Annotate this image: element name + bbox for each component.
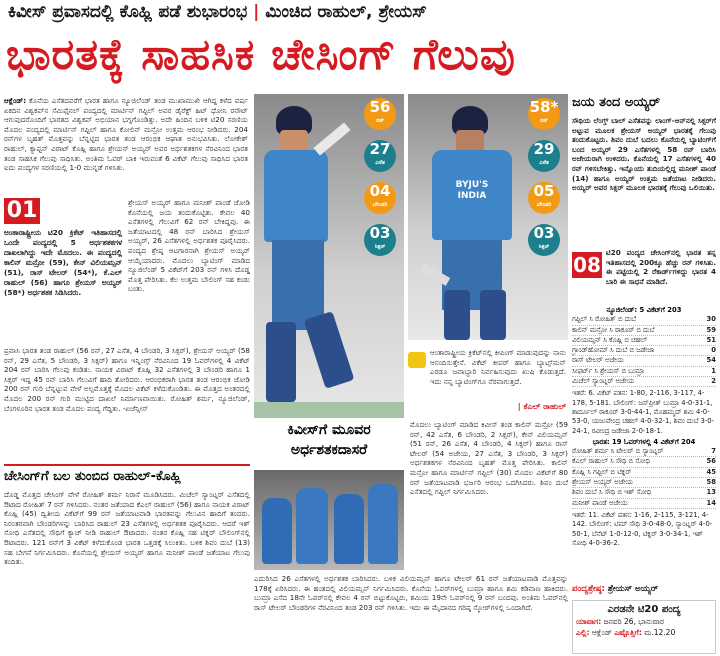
batsman-runs: 7: [711, 447, 716, 456]
lead-continuation: ಪ್ರವಾಸಿ ಭಾರತ ತಂಡ ರಾಹುಲ್ (56 ರನ್, 27 ಎಸೆತ, 4 ಬೌಂಡರಿ, 3 ಸಿಕ್ಸರ್), ಶ್ರೇಯಸ್ ಅಯ್ಯರ್ (58 ರನ್, 29 ಎಸೆತ, 5 ಬೌಂಡರಿ, 3 ಸಿಕ್ಸರ್) ಹಾಗೂ ಇನ್ನಿಂಗ್ಸ್ ನೆರವಿನಿಂದ 19 ಓವರ್‌ಗಳಲ್ಲಿ 4 ವಿಕೆಟ್ 204 ರನ್ ಬಾರಿಸಿ ಗೆಲುವು ಕಂಡಿತು. ನಾಯಕ ವಿರಾಟ್ ಕೊಹ್ಲಿ 32 ಎಸೆತಗಳಲ್ಲಿ 3 ಬೌಂಡರಿ ಹಾಗೂ 1 ಸಿಕ್ಸರ್ ಇದ್ದ 45 ರನ್ ಬಾರಿಸಿ ಗೆಲುವಿಗೆ ಹಾದಿ ತೋರಿದರು. ಆರಂಭಿಕರಾಗಿ ಭಾರತ ತಂಡ ಆರಂಭಿಕ ಜೋಡಿ 200 ರನ್ ಗುರಿ ಬೆನ್ನಟ್ಟುವ ವೇಳೆ ಅಲ್ಪಮೊತ್ತಕ್ಕೆ ಮೊದಲ ವಿಕೆಟ್ ಕಳೆದುಕೊಂಡಿತು. ಈ ಮೊತ್ತದ ಅಂತರದಲ್ಲಿ ಮೊದಲ 200 ರನ್ ಗುರಿ ಮುಟ್ಟಿದ ದಾಖಲೆ ನಿರ್ಮಾಣವಾಯಿತು. ರೋಹಿತ್ ಶರ್ಮ, ನ್ಯೂಜಿಲೆಂಡ್, ಬೆಂಗಳೂರಿನ ಭಾರತ ತಂಡ ಮೊದಲ ಪಂದ್ಯ ಗೆದ್ದಿತು. -ಏಜೆನ್ಸೀಸ್: [4, 346, 250, 413]
quote-icon: [408, 352, 426, 368]
batsman-runs: 30: [706, 315, 716, 324]
next-match-when: [576, 616, 712, 627]
stat-num: 56: [369, 98, 391, 116]
when-label: ಯಾವಾಗ:: [576, 617, 602, 626]
kiwis-article-continued: ಎದುರಿಸಿದ 26 ಎಸೆತಗಳಲ್ಲಿ ಅರ್ಧಶತಕ ಬಾರಿಸಿದರು. ಬಳಿಕ ವಿಲಿಯಮ್ಸನ್ ಹಾಗೂ ಟೇಲರ್ 61 ರನ್ ಜತೆಯಾಟವಾಡಿ ಮೊತ್ತವನ್ನು 178ಕ್ಕೆ ಏರಿಸಿದರು. ಈ ಹಂತದಲ್ಲಿ ವಿಲಿಯಮ್ಸನ್ ನಿರ್ಗಮಿಸಿದರು. ಕೊನೆಯ ಓವರ್‌ಗಳಲ್ಲಿ ಬುಮ್ರಾ ಹಾಗೂ ಶಮಿ ಕಡಿವಾಣ ಹಾಕಿದರು. ಬುಮ್ರಾ ಎಸೆದ 18ನೇ ಓವರ್‌ನಲ್ಲಿ ಕೇವಲ 4 ರನ್ ಬಿಟ್ಟುಕೊಟ್ಟರು, ಶಮಿಯ 19ನೇ ಓವರ್‌ನಲ್ಲಿ 9 ರನ್ ಬಂದವು. ಅಂತಿಮ ಓವರ್‌ನಲ್ಲಿ ರಾಸ್ ಟೇಲರ್ ಬೌಂಡರಿಗಳ ನೆರವಿನಿಂದ ತಂಡ 203 ರನ್ ಗಳಿಸಿತು. ಇದು ಈ ಮೈದಾನದ ಗರಿಷ್ಠ ಸ್ಕೋರ್‌ಗಳಲ್ಲಿ ಒಂದಾಗಿದೆ.: [254, 574, 568, 612]
batsman-runs: 59: [706, 325, 716, 334]
right-column-article: [572, 94, 716, 244]
batsman-name: ಗ್ರಾಂಡ್‌ಹೋಮ್ ಸಿ ದುಬೆ ಬಿ ಜಡೇಜಾ: [572, 346, 655, 355]
rahul-quote-attribution: | ಕೆಎಲ್ ರಾಹುಲ್: [517, 402, 566, 411]
kiwis-box-title: ಕಿವೀಸ್‌ಗೆ ಮೂವರ ಅರ್ಧಶತಕದಾಸರೆ: [287, 422, 371, 458]
mom-label: ಪಂದ್ಯಶ್ರೇಷ್ಠ:: [572, 584, 605, 594]
factbox-01-text: ಅಂತಾರಾಷ್ಟ್ರೀಯ ಟಿ20 ಕ್ರಿಕೆಟ್ ಇತಿಹಾಸದಲ್ಲಿ ಒಂದೇ ಪಂದ್ಯದಲ್ಲಿ 5 ಅರ್ಧಶತಕಗಳ ದಾಖಲಾಗಿದ್ದು ಇದೇ ಮೊದಲು. ಈ ಪಂದ್ಯದಲ್ಲಿ ಕಾಲಿನ್ ಮನ್ರೋ (59), ಕೇನ್ ವಿಲಿಯಮ್ಸನ್ (51), ರಾಸ್ ಟೇಲರ್ (54*), ಕೆ.ಎಲ್ ರಾಹುಲ್ (56) ಹಾಗೂ ಶ್ರೇಯಸ್ ಅಯ್ಯರ್ (58*) ಅರ್ಧಶತಕ ಸಿಡಿಸಿದರು.: [4, 228, 122, 297]
next-match-box: [572, 600, 716, 654]
scorecard-row: [572, 488, 716, 498]
factbox-08-text: ಟಿ20 ಪಂದ್ಯದ ಚೇಸಿಂಗ್‌ನಲ್ಲಿ ಭಾರತ ತನ್ನ ಇತಿಹಾಸದಲ್ಲಿ 200ಕ್ಕೂ ಹೆಚ್ಚು ರನ್ ಗಳಿಸಿತು. ಈ ಪಟ್ಟಿಯಲ್ಲಿ 2 ರೆಕಾರ್ಡ್‌ಗಳಿದ್ದು ಭಾರತ 4 ಬಾರಿ ಈ ಸಾಧನೆ ಮಾಡಿದೆ.: [606, 248, 716, 286]
stat-label: ಎಸೆತ: [375, 160, 385, 166]
mom-name: ಶ್ರೇಯಸ್ ಅಯ್ಯರ್: [607, 584, 659, 594]
iyer-leg-pad: [444, 290, 470, 340]
bottom-left-title: ಚೇಸಿಂಗ್‌ಗೆ ಬಲ ತುಂಬಿದ ರಾಹುಲ್-ಕೊಹ್ಲಿ: [4, 469, 182, 484]
col2-article: ಶ್ರೇಯಸ್ ಅಯ್ಯರ್ ಹಾಗೂ ಮನೀಶ್ ಪಾಂಡೆ ಜೋಡಿ ಕೊನೆಯಲ್ಲಿ ಜಯ ತಂದುಕೊಟ್ಟಿತು. ಕೇವಲ 40 ಎಸೆತಗಳಲ್ಲಿ ಗೆಲುವಿಗೆ 62 ರನ್ ಬೇಕಿದ್ದವು. ಈ ಜತೆಯಾಟದಲ್ಲಿ 48 ರನ್ ಬಾರಿಸಿದ ಶ್ರೇಯಸ್ ಅಯ್ಯರ್, 26 ಎಸೆತಗಳಲ್ಲಿ ಅರ್ಧಶತಕ ಪೂರೈಸಿದರು. ಪಂದ್ಯದ ಶ್ರೇಷ್ಠ ಆಟಗಾರನಾಗಿ ಶ್ರೇಯಸ್ ಅಯ್ಯರ್ ಆಯ್ಕೆಯಾದರು. ಮೊದಲು ಬ್ಯಾಟಿಂಗ್ ಮಾಡಿದ ನ್ಯೂಜಿಲೆಂಡ್ 5 ವಿಕೆಟ್‌ಗೆ 203 ರನ್ ಗಳಿಸಿ ದೊಡ್ಡ ಮೊತ್ತ ಪೇರಿಸಿತು. ಕೆಲ ಉತ್ತಮ ಬೌಲಿಂಗ್ ಸಹ ಕಂಡು ಬಂತು.: [128, 198, 250, 294]
scorecard-row: [572, 356, 716, 366]
next-match-place-time: [576, 627, 712, 638]
rahul-leg-pad: [266, 322, 296, 402]
where-label: ಎಲ್ಲಿ:: [576, 628, 590, 637]
time-value: ಮ.12.20: [644, 628, 676, 637]
scorecard-row: [572, 447, 716, 457]
stat-num: 05: [533, 182, 555, 200]
right-column-text: ಸೌಥಿಯ ಲೆಂಗ್ತ್ ಬಾಲ್ ಎಸೆತವನ್ನು ಲಾಂಗ್-ಆನ್‌ನಲ್ಲಿ ಸಿಕ್ಸರ್‌ಗೆ ಅಟ್ಟುವ ಮೂಲಕ ಶ್ರೇಯಸ್ ಅಯ್ಯರ್ ಭಾರತಕ್ಕೆ ಗೆಲುವು ತಂದುಕೊಟ್ಟರು. ಶಿವಂ ದುಬೆ ಬದಲು ಕೊನೆಯಲ್ಲಿ ಬ್ಯಾಟಿಂಗ್‌ಗೆ ಬಂದ ಅಯ್ಯರ್ 29 ಎಸೆತಗಳಲ್ಲಿ 58 ರನ್ ಬಾರಿಸಿ ಅಜೇಯರಾಗಿ ಉಳಿದರು. ಕೊನೆಯಲ್ಲಿ 17 ಎಸೆತಗಳಲ್ಲಿ 40 ರನ್ ಗಳಿಸಬೇಕಿತ್ತು. ಇನ್ನೊಂದು ತುದಿಯಲ್ಲಿದ್ದ ಮನೀಶ್ ಪಾಂಡೆ (14) ಹಾಗೂ ಅಯ್ಯರ್ ಉತ್ತಮ ಜತೆಯಾಟ ನೀಡಿದರು. ಅಯ್ಯರ್ ಅವರ ಸಿಕ್ಸರ್ ಮೂಲಕ ಭಾರತಕ್ಕೆ ಗೆಲುವು ಒಲಿಯಿತು.: [572, 116, 716, 193]
batsman-name: ಗಪ್ಟಿಲ್ ಸಿ ರೋಹಿತ್ ಬಿ ದುಬೆ: [572, 315, 637, 324]
rahul-bat: [313, 122, 350, 155]
batsman-runs: 0: [711, 346, 716, 355]
lead-dateline: ಆಕ್ಲೆಂಡ್:: [4, 96, 27, 105]
iyer-stats: [526, 98, 566, 268]
scorecard-team2: ಭಾರತ: 19 ಓವರ್‌ಗಳಲ್ಲಿ 4 ವಿಕೆಟ್‌ಗೆ 204: [592, 437, 696, 446]
stat-label: ಬೌಂಡರಿ: [372, 202, 388, 208]
batsman-name: ಮನೀಶ್ ಪಾಂಡೆ ಅಜೇಯ: [572, 498, 628, 507]
scorecard-fow2: ಇತರೆ: 11. ವಿಕೆಟ್ ಪತನ: 1-16, 2-115, 3-121, 4-142. ಬೌಲಿಂಗ್: ಟಿಮ್ ಸೌಥಿ 3-0-48-0, ಸ್ಯಾಂಟ್ನರ್ 4-0-50-1, ಬೆನೆಟ್ 1-0-12-0, ಟಿಕ್ನರ್ 3-0-34-1, ಇಶ್ ಸೋಧಿ 4-0-36-2.: [572, 510, 713, 547]
bottom-left-text: ದೊಡ್ಡ ಮೊತ್ತದ ಚೇಸಿಂಗ್ ವೇಳೆ ರೋಹಿತ್ ಶರ್ಮ ನಿರಾಸೆ ಮೂಡಿಸಿದರು. ಮಿಚೆಲ್ ಸ್ಯಾಂಟ್ನರ್ ಎಸೆತದಲ್ಲಿ ಔಟಾದ ರೋಹಿತ್ 7 ರನ್ ಗಳಿಸಿದರು. ನಂತರ ಜತೆಯಾದ ಕೆಎಲ್ ರಾಹುಲ್ (56) ಹಾಗೂ ನಾಯಕ ವಿರಾಟ್ ಕೊಹ್ಲಿ (45) ದ್ವಿತೀಯ ವಿಕೆಟ್‌ಗೆ 99 ರನ್ ಜತೆಯಾಟವಾಡಿ ಭಾರತವನ್ನು ಗೆಲುವಿನ ಹಾದಿಗೆ ತಂದರು. ನಿರಂತರವಾಗಿ ಬೌಂಡರಿಗಳನ್ನು ಬಾರಿಸಿದ ರಾಹುಲ್ 23 ಎಸೆತಗಳಲ್ಲಿ ಅರ್ಧಶತಕ ಪೂರೈಸಿದರು. ಆದರೆ ಇಶ್ ಸೋಧಿ ಎಸೆತದಲ್ಲಿ ಸೌಥಿಗೆ ಕ್ಯಾಚ್ ನೀಡಿ ರಾಹುಲ್ ಔಟಾದರು. ನಂತರ ಕೊಹ್ಲಿ ಸಹ ಟಿಕ್ನರ್ ಬೌಲಿಂಗ್‌ನಲ್ಲಿ ಔಟಾದರು. 121 ರನ್‌ಗೆ 3 ವಿಕೆಟ್ ಕಳೆದುಕೊಂಡ ಭಾರತ ಒತ್ತಡಕ್ಕೆ ಸಿಲುಕಿತು. ಬಳಿಕ ಶಿವಂ ದುಬೆ (13) ಸಹ ಬೇಗನೆ ನಿರ್ಗಮಿಸಿದರು. ಕೊನೆಯಲ್ಲಿ ಶ್ರೇಯಸ್ ಅಯ್ಯರ್ ಹಾಗೂ ಮನೀಶ್ ಪಾಂಡೆ ಜತೆಯಾಟ ಗೆಲುವು ತಂದಿತು.: [4, 490, 250, 567]
rahul-leg-pad-right: [304, 311, 355, 389]
headline: ಭಾರತಕ್ಕೆ ಸಾಹಸಿಕ ಚೇಸಿಂಗ್ ಗೆಲುವು: [6, 30, 516, 80]
kiwis-celebration-photo: [254, 470, 404, 570]
man-of-match: [572, 584, 716, 600]
stat-num: 27: [369, 140, 391, 158]
batsman-name: ಸೀಫರ್ಟ್ ಸಿ ಶ್ರೇಯಸ್ ಬಿ ಬುಮ್ರಾ: [572, 366, 645, 375]
scorecard-fow1: ಇತರೆ: 6. ವಿಕೆಟ್ ಪತನ: 1-80, 2-116, 3-117, 4-178, 5-181. ಬೌಲಿಂಗ್: ಜಸ್‌ಪ್ರೀತ್ ಬುಮ್ರಾ 4-0-31-1, ಶಾರ್ದೂಲ್ ಠಾಕೂರ್ 3-0-44-1, ಮೊಹಮ್ಮದ್ ಶಮಿ 4-0-53-0, ಯಜುವೇಂದ್ರ ಚಹಲ್ 4-0-32-1, ಶಿವಂ ದುಬೆ 3-0-24-1, ರವೀಂದ್ರ ಜಡೇಜಾ 2-0-18-1.: [572, 389, 715, 435]
factbox-08-number: 08: [573, 253, 601, 277]
kicker-right: ಮಿಂಚಿದ ರಾಹುಲ್, ಶ್ರೇಯಸ್: [265, 2, 427, 22]
player-figure: [368, 484, 398, 564]
stat-label: ಸಿಕ್ಸರ್: [538, 244, 550, 250]
stat-num: 58*: [529, 98, 559, 116]
factbox-01-number: 01: [4, 198, 40, 224]
batsman-name: ಶ್ರೇಯಸ್ ಅಯ್ಯರ್ ಅಜೇಯ: [572, 478, 633, 487]
stat-num: 03: [369, 224, 391, 242]
rahul-stat-balls: [364, 140, 396, 172]
iyer-stat-sixes: [528, 224, 560, 256]
batsman-runs: 14: [706, 498, 716, 507]
right-column-title: ಜಯ ತಂದ ಅಯ್ಯರ್: [572, 95, 661, 110]
scorecard-row: [572, 346, 716, 356]
scorecard-row: [572, 377, 716, 387]
iyer-stat-fours: [528, 182, 560, 214]
batsman-name: ವಿಲಿಯಮ್ಸನ್ ಸಿ ಕೊಹ್ಲಿ ಬಿ ಚಹಲ್: [572, 335, 648, 344]
lead-text: ಕೊನೆಯ ಎಸೆತದವರೆಗೆ ಭಾರತ ಹಾಗೂ ನ್ಯೂಜಿಲೆಂಡ್ ತಂಡ ಮುಖಾಮುಖಿ ಆಗಿದ್ದ ಕಳೆದ ವರ್ಷ ಏಕದಿನ ವಿಶ್ವಕಪ್‌ನ ಸೆಮಿಫೈನಲ್ ಪಂದ್ಯದಲ್ಲಿ ಮಾರ್ಟಿನ್ ಗಪ್ಟಿಲ್ ಅವರ ಡೈರೆಕ್ಟ್ ಹಿಟ್ ಧೋನಿ ರನೌಟ್ ಆಗುವುದರೊಂದಿಗೆ ಭಾರತದ ವಿಶ್ವಕಪ್ ಅಭಿಯಾನ ಭಗ್ನಗೊಂಡಿತ್ತು. ಅದೇ ಹಿಂದಿನ ಬಳಿಕ ಟಿ20 ಸರಣಿಯ ಮೊದಲ ಪಂದ್ಯದಲ್ಲಿ ಮಾರ್ಟಿನ್ ಗಪ್ಟಿಲ್ ಹಾಗೂ ಕೋಲಿನ್ ಮನ್ರೋ ಉತ್ತಮ ಆರಂಭ ನೀಡಿದರು. 204 ರನ್‌ಗಳ ಬೃಹತ್ ಮೊತ್ತವನ್ನು ಬೆನ್ನಟ್ಟಿದ ಭಾರತ ತಂಡ ಆರಂಭಿಕ ಆಘಾತ ಅನುಭವಿಸಿತು. ಲೋಕೇಶ್ ರಾಹುಲ್, ಕ್ಯಾಪ್ಟನ್ ವಿರಾಟ್ ಕೊಹ್ಲಿ ಹಾಗೂ ಶ್ರೇಯಸ್ ಅಯ್ಯರ್ ಅವರ ಅರ್ಧಶತಕಗಳ ನೆರವಿನಿಂದ ಭಾರತ ತಂಡ ಸಾಹಸಿಕ ಗೆಲುವು ಸಾಧಿಸಿತು. ಅಂತಿಮ ಓವರ್ ಬಾಕಿ ಇರುವಂತೆ 6 ವಿಕೆಟ್ ಗೆಲುವು ಸಾಧಿಸಿದ ಭಾರತ ಐದು ಪಂದ್ಯಗಳ ಸರಣಿಯಲ್ಲಿ 1-0 ಮುನ್ನಡೆ ಗಳಿಸಿತು.: [4, 96, 248, 173]
scorecard: [572, 306, 716, 582]
rahul-stat-fours: [364, 182, 396, 214]
scorecard-row: [572, 468, 716, 478]
batsman-runs: 1: [711, 366, 716, 375]
bottom-left-article: [4, 464, 250, 654]
time-label: ಎಷ್ಟೊತ್ತಿಗೆ:: [614, 628, 642, 637]
when-value: ಜನವರಿ 26, ಭಾನುವಾರ: [603, 617, 665, 626]
rahul-stat-runs: [364, 98, 396, 130]
kicker-line: [8, 2, 712, 26]
batsman-runs: 45: [706, 467, 716, 476]
batsman-name: ರಾಸ್ ಟೇಲರ್ ಅಜೇಯ: [572, 356, 624, 365]
iyer-stat-balls: [528, 140, 560, 172]
batsman-name: ಶಿವಂ ದುಬೆ ಸಿ ಸೌಥಿ ಬಿ ಇಶ್ ಸೋಧಿ: [572, 488, 652, 497]
rahul-quote-box: [408, 344, 568, 414]
batsman-name: ಕಾಲಿನ್ ಮನ್ರೋ ಸಿ ಠಾಕೂರ್ ಬಿ ದುಬೆ: [572, 325, 655, 334]
scorecard-row: [572, 457, 716, 467]
stat-num: 04: [369, 182, 391, 200]
iyer-stat-runs: [528, 98, 560, 130]
section-rule: [4, 464, 250, 466]
rahul-grass: [254, 402, 404, 418]
stat-num: 29: [533, 140, 555, 158]
scorecard-row: [572, 315, 716, 325]
kiwis-article: ಮೊದಲು ಬ್ಯಾಟಿಂಗ್ ಮಾಡಿದ ಕಿವೀಸ್ ತಂಡ ಕಾಲಿನ್ ಮನ್ರೋ (59 ರನ್, 42 ಎಸೆತ, 6 ಬೌಂಡರಿ, 2 ಸಿಕ್ಸರ್), ಕೇನ್ ವಿಲಿಯಮ್ಸನ್ (51 ರನ್, 26 ಎಸೆತ, 4 ಬೌಂಡರಿ, 4 ಸಿಕ್ಸರ್) ಹಾಗೂ ರಾಸ್ ಟೇಲರ್ (54 ಅಜೇಯ, 27 ಎಸೆತ, 3 ಬೌಂಡರಿ, 3 ಸಿಕ್ಸರ್) ಅರ್ಧಶತಕಗಳ ನೆರವಿನಿಂದ ಬೃಹತ್ ಮೊತ್ತ ಪೇರಿಸಿತು. ಕಾಲಿನ್ ಮನ್ರೋ ಹಾಗೂ ಮಾರ್ಟಿನ್ ಗಪ್ಟಿಲ್ (30) ಮೊದಲ ವಿಕೆಟ್‌ಗೆ 80 ರನ್ ಜತೆಯಾಟವಾಡಿ ಭರ್ಜರಿ ಆರಂಭ ಒದಗಿಸಿದರು. ಶಿವಂ ದುಬೆ ಎಸೆತದಲ್ಲಿ ಗಪ್ಟಿಲ್ ನಿರ್ಗಮಿಸಿದರು.: [410, 420, 568, 497]
next-match-title: ಎರಡನೇ ಟಿ20 ಪಂದ್ಯ: [607, 604, 681, 615]
where-value: ಆಕ್ಲೆಂಡ್: [591, 628, 612, 637]
player-figure: [334, 494, 364, 564]
stat-label: ಎಸೆತ: [539, 160, 549, 166]
kicker-left: ಕಿವೀಸ್ ಪ್ರವಾಸದಲ್ಲಿ ಕೊಹ್ಲಿ ಪಡೆ ಶುಭಾರಂಭ: [8, 2, 248, 22]
batsman-runs: 54: [706, 356, 716, 365]
factbox-01: [4, 198, 124, 338]
scorecard-row: [572, 478, 716, 488]
batsman-runs: 13: [706, 488, 716, 497]
batsman-name: ಮಿಚೆಲ್ ಸ್ಯಾಂಟ್ನರ್ ಅಜೇಯ: [572, 377, 635, 386]
scorecard-row: [572, 499, 716, 509]
player-figure: [296, 488, 328, 564]
kiwis-box-title-area: [254, 420, 404, 468]
scorecard-row: [572, 336, 716, 346]
factbox-08: [572, 248, 716, 304]
scorecard-team1: ನ್ಯೂಜಿಲೆಂಡ್: 5 ವಿಕೆಟ್‌ಗೆ 203: [606, 306, 682, 314]
rahul-face: [280, 130, 308, 152]
rahul-stats: [362, 98, 402, 268]
batsman-name: ಕೆಎಲ್ ರಾಹುಲ್ ಸಿ ಸೌಥಿ ಬಿ ಸೋಧಿ: [572, 457, 650, 466]
batsman-runs: 56: [706, 457, 716, 466]
iyer-jersey-sponsor: BYJU'S INDIA: [455, 180, 489, 201]
scorecard-row: [572, 367, 716, 377]
batsman-name: ಕೊಹ್ಲಿ ಸಿ ಗಪ್ಟಿಲ್ ಬಿ ಟಿಕ್ನರ್: [572, 467, 632, 476]
scorecard-row: [572, 326, 716, 336]
batsman-runs: 2: [711, 377, 716, 386]
iyer-face: [456, 130, 484, 152]
lead-article: [4, 96, 248, 200]
batsman-name: ರೋಹಿತ್ ಶರ್ಮ ಸಿ ಟೇಲರ್ ಬಿ ಸ್ಯಾಂಟ್ನರ್: [572, 447, 664, 456]
rahul-quote-text: ಆಂತಾರಾಷ್ಟ್ರೀಯ ಕ್ರಿಕೆಟ್‌ನಲ್ಲಿ ಕೀಪಿಂಗ್ ಮಾಡುವುದನ್ನು ನಾನು ಆನಂದಿಸುತ್ತೇನೆ. ವಿಕೆಟ್ ಕೀಪರ್ ಹಾಗೂ ಬ್ಯಾಟ್ಸ್‌ಮನ್ ಎರಡೂ ಜವಾಬ್ದಾರಿ ನಿರ್ವಹಿಸುವುದು ಖುಷಿ ಕೊಡುತ್ತದೆ. ಇದು ನನ್ನ ಬ್ಯಾಟಿಂಗ್‌ಗೂ ನೆರವಾಗುತ್ತದೆ.: [430, 348, 566, 386]
stat-label: ರನ್: [376, 118, 384, 124]
kicker-separator: |: [247, 2, 266, 22]
iyer-jersey: [432, 150, 512, 240]
stat-label: ಸಿಕ್ಸರ್: [374, 244, 386, 250]
player-figure: [262, 498, 292, 564]
stat-label: ಬೌಂಡರಿ: [536, 202, 552, 208]
rahul-jersey: [264, 150, 328, 242]
iyer-leg-pad-right: [480, 290, 506, 340]
stat-label: ರನ್: [540, 118, 548, 124]
batsman-runs: 58: [706, 478, 716, 487]
stat-num: 03: [533, 224, 555, 242]
rahul-stat-sixes: [364, 224, 396, 256]
batsman-runs: 51: [706, 335, 716, 344]
